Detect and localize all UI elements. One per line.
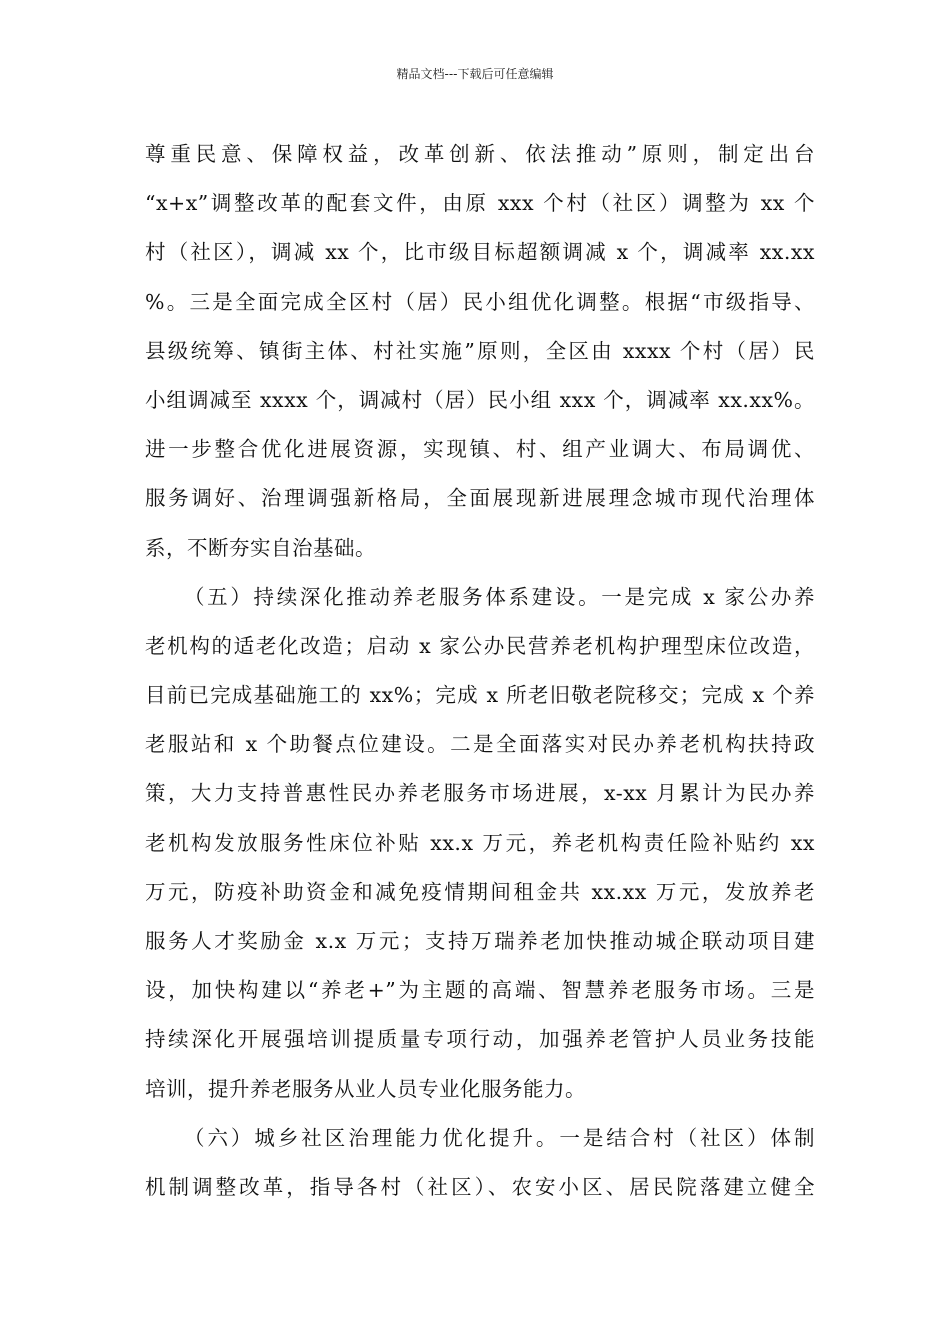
text-line: 设，加快构建以“养老+”为主题的高端、智慧养老服务市场。三是 [145, 978, 815, 1003]
text-line: 目前已完成基础施工的 xx%；完成 x 所老旧敬老院移交；完成 x 个养 [145, 683, 815, 708]
text-line: 进一步整合优化进展资源，实现镇、村、组产业调大、布局调优、 [145, 437, 815, 462]
text-line: 县级统筹、镇街主体、村社实施”原则，全区由 xxxx 个村（居）民 [145, 338, 815, 363]
text-line: 服务人才奖励金 x.x 万元；支持万瑞养老加快推动城企联动项目建 [145, 929, 815, 953]
document-body [145, 130, 815, 1212]
text-line: 老服站和 x 个助餐点位建设。二是全面落实对民办养老机构扶持政 [145, 732, 815, 757]
text-line: 老机构发放服务性床位补贴 xx.x 万元，养老机构责任险补贴约 xx [145, 830, 815, 855]
text-line: 尊重民意、保障权益，改革创新、依法推动”原则，制定出台 [145, 142, 815, 166]
text-line: 机制调整改革，指导各村（社区）、农安小区、居民院落建立健全 [145, 1174, 815, 1199]
text-line: %。三是全面完成全区村（居）民小组优化调整。根据“市级指导、 [145, 289, 815, 314]
section-five-heading-line: （五）持续深化推动养老服务体系建设。一是完成 x 家公办养 [184, 584, 815, 609]
text-line: 持续深化开展强培训提质量专项行动，加强养老管护人员业务技能 [145, 1027, 815, 1052]
text-line: 村（社区），调减 xx 个，比市级目标超额调减 x 个，调减率 xx.xx [145, 240, 815, 265]
text-line: 服务调好、治理调强新格局，全面展现新进展理念城市现代治理体 [145, 486, 815, 511]
page-header: 精品文档---下载后可任意编辑 [396, 67, 554, 81]
paragraph-end-line: 系，不断夯实自治基础。 [145, 535, 376, 560]
text-line: “x+x”调整改革的配套文件，由原 xxx 个村（社区）调整为 xx 个 [145, 191, 815, 216]
section-six-heading-line: （六）城乡社区治理能力优化提升。一是结合村（社区）体制 [184, 1125, 815, 1150]
text-line: 策，大力支持普惠性民办养老服务市场进展，x-xx 月累计为民办养 [145, 781, 815, 806]
text-line: 万元，防疫补助资金和减免疫情期间租金共 xx.xx 万元，发放养老 [145, 879, 815, 904]
paragraph-end-line: 培训，提升养老服务从业人员专业化服务能力。 [145, 1076, 586, 1101]
text-line: 老机构的适老化改造；启动 x 家公办民营养老机构护理型床位改造， [145, 633, 815, 658]
text-line: 小组调减至 xxxx 个，调减村（居）民小组 xxx 个，调减率 xx.xx%。 [145, 387, 815, 412]
